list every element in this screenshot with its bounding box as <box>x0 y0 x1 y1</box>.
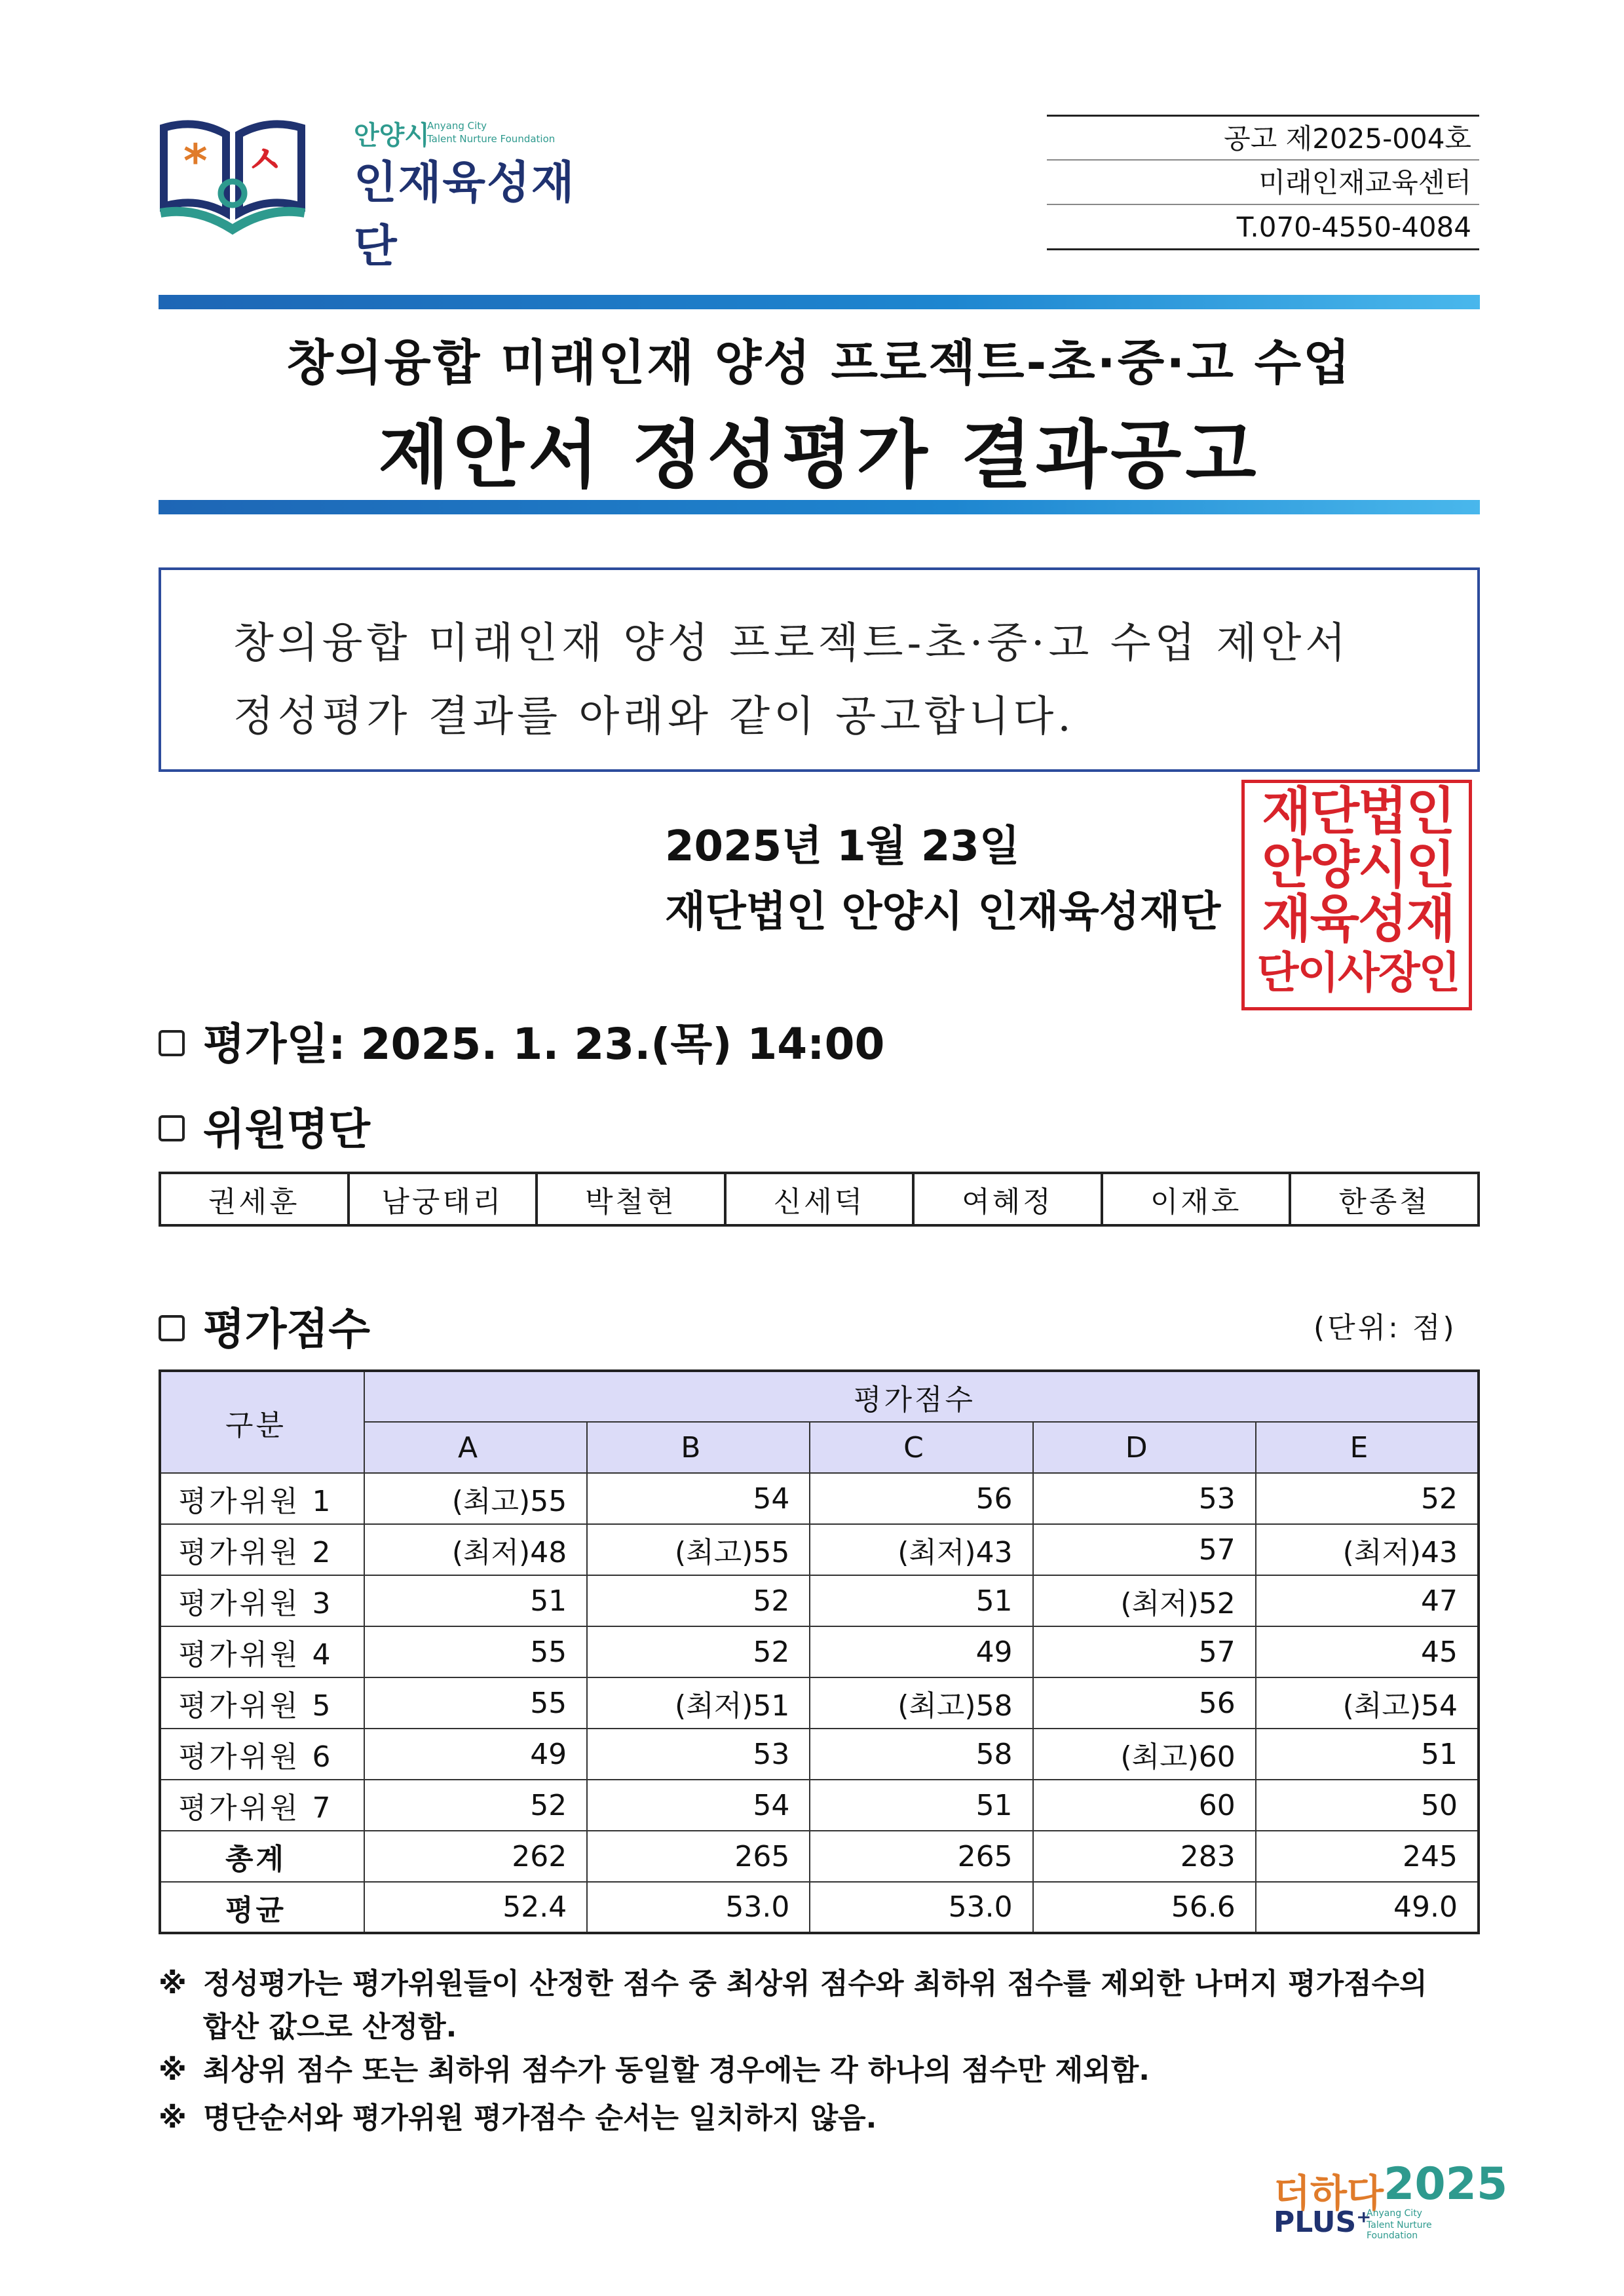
row-label: 평가위원 7 <box>160 1780 364 1831</box>
issue-date: 2025년 1월 23일 <box>665 822 1020 871</box>
score-cell: 56 <box>810 1473 1032 1524</box>
row-label: 평가위원 3 <box>160 1575 364 1626</box>
score-cell: 54 <box>587 1780 810 1831</box>
member-name: 이재호 <box>1102 1173 1291 1225</box>
notice-info-box <box>1047 115 1479 250</box>
score-cell: (최저)43 <box>810 1524 1032 1575</box>
score-cell: 49 <box>364 1729 587 1780</box>
score-cell: (최고)60 <box>1033 1729 1256 1780</box>
table-row <box>160 1729 1479 1780</box>
scores-group-header: 평가점수 <box>364 1371 1479 1422</box>
score-cell: (최고)54 <box>1256 1677 1479 1729</box>
footer-en-city: Anyang City <box>1367 2208 1422 2219</box>
row-label: 평가위원 2 <box>160 1524 364 1575</box>
title-line-1: 창의융합 미래인재 양성 프로젝트-초·중·고 수업 <box>286 335 1352 391</box>
logo-text-en-city: Anyang City <box>427 120 487 132</box>
scores-heading <box>159 1294 370 1356</box>
seal-line-4: 단이사장인 <box>1256 947 1460 998</box>
footer-slogan-year: 2025 <box>1384 2158 1508 2210</box>
title-top-bar <box>159 295 1480 309</box>
table-row <box>160 1575 1479 1626</box>
logo-text-city: 안양시 <box>354 121 430 151</box>
score-cell: 49.0 <box>1256 1882 1479 1933</box>
seal-line-2: 안양시인 <box>1262 836 1454 895</box>
score-cell: 45 <box>1256 1626 1479 1677</box>
score-cell: 56 <box>1033 1677 1256 1729</box>
footer-en-foundation: Talent Nurture Foundation <box>1367 2220 1432 2241</box>
score-cell: 57 <box>1033 1626 1256 1677</box>
row-label: 평가위원 6 <box>160 1729 364 1780</box>
score-cell: (최고)55 <box>364 1473 587 1524</box>
member-name: 권세훈 <box>160 1173 349 1225</box>
score-cell: (최저)48 <box>364 1524 587 1575</box>
row-label: 평가위원 5 <box>160 1677 364 1729</box>
score-cell: 53 <box>587 1729 810 1780</box>
score-cell: 51 <box>810 1575 1032 1626</box>
score-cell: 50 <box>1256 1780 1479 1831</box>
seal-line-1: 재단법인 <box>1262 782 1454 841</box>
note-mark: ※ <box>159 2054 187 2087</box>
table-row <box>160 1524 1479 1575</box>
score-cell: 60 <box>1033 1780 1256 1831</box>
intro-line-1: 창의융합 미래인재 양성 프로젝트-초·중·고 수업 제안서 <box>233 619 1350 668</box>
notice-department: 미래인재교육센터 <box>1047 159 1479 204</box>
score-cell: 52 <box>1256 1473 1479 1524</box>
intro-line-2: 정성평가 결과를 아래와 같이 공고합니다. <box>233 693 1075 741</box>
score-cell: 52 <box>587 1575 810 1626</box>
score-cell: 283 <box>1033 1831 1256 1882</box>
members-row <box>160 1173 1479 1225</box>
scores-header-row <box>160 1371 1479 1422</box>
foundation-logo <box>157 115 576 273</box>
footer-slogan-plus: PLUS⁺ <box>1274 2206 1372 2239</box>
score-cell: (최저)52 <box>1033 1575 1256 1626</box>
score-cell: 52 <box>587 1626 810 1677</box>
member-name: 신세덕 <box>725 1173 914 1225</box>
svg-text:*: * <box>183 134 208 188</box>
intro-box <box>159 567 1480 772</box>
svg-text:ㅅ: ㅅ <box>246 138 284 183</box>
score-cell: 51 <box>810 1780 1032 1831</box>
member-name: 박철현 <box>537 1173 725 1225</box>
issuer-name: 재단법인 안양시 인재육성재단 <box>665 888 1221 936</box>
note-1-line-1: 정성평가는 평가위원들이 산정한 점수 중 최상위 점수와 최하위 점수를 제외한 나머지 평가점수의 <box>203 1967 1427 2000</box>
notice-phone: T.070-4550-4084 <box>1047 204 1479 248</box>
score-cell: 245 <box>1256 1831 1479 1882</box>
score-cell: (최고)58 <box>810 1677 1032 1729</box>
note-3 <box>159 2097 877 2140</box>
row-label: 총계 <box>160 1831 364 1882</box>
official-seal <box>1241 780 1477 1016</box>
member-name: 여혜정 <box>913 1173 1102 1225</box>
notice-number: 공고 제2025-004호 <box>1047 115 1479 159</box>
note-1 <box>159 1962 1427 2006</box>
score-cell: 51 <box>1256 1729 1479 1780</box>
table-row <box>160 1677 1479 1729</box>
score-cell: (최고)55 <box>587 1524 810 1575</box>
score-cell: 49 <box>810 1626 1032 1677</box>
table-row <box>160 1473 1479 1524</box>
square-bullet-icon <box>159 1315 185 1341</box>
footer-slogan-logo <box>1274 2158 1508 2241</box>
note-2-text: 최상위 점수 또는 최하위 점수가 동일할 경우에는 각 하나의 점수만 제외함. <box>203 2054 1150 2087</box>
column-header: B <box>587 1422 810 1473</box>
member-name: 남궁태리 <box>349 1173 537 1225</box>
row-label: 평가위원 1 <box>160 1473 364 1524</box>
footer-slogan-ko: 더하다 <box>1274 2171 1384 2215</box>
score-cell: 265 <box>810 1831 1032 1882</box>
score-cell: 57 <box>1033 1524 1256 1575</box>
evaluation-date-text: 평가일: 2025. 1. 23.(목) 14:00 <box>203 1019 885 1069</box>
score-cell: 52 <box>364 1780 587 1831</box>
table-row <box>160 1882 1479 1933</box>
title-line-2: 제안서 정성평가 결과공고 <box>378 413 1260 498</box>
score-rows <box>160 1473 1479 1933</box>
score-cell: 56.6 <box>1033 1882 1256 1933</box>
unit-label: (단위: 점) <box>1313 1311 1457 1345</box>
members-heading <box>159 1094 370 1157</box>
score-cell: 58 <box>810 1729 1032 1780</box>
column-header: E <box>1256 1422 1479 1473</box>
score-cell: 262 <box>364 1831 587 1882</box>
row-label: 평가위원 4 <box>160 1626 364 1677</box>
table-row <box>160 1626 1479 1677</box>
score-cell: 54 <box>587 1473 810 1524</box>
row-label: 평균 <box>160 1882 364 1933</box>
score-cell: 265 <box>587 1831 810 1882</box>
column-header: C <box>810 1422 1032 1473</box>
scores-heading-text: 평가점수 <box>203 1304 371 1354</box>
note-mark: ※ <box>159 1967 187 2000</box>
note-3-text: 명단순서와 평가위원 평가점수 순서는 일치하지 않음. <box>203 2101 877 2135</box>
score-cell: 55 <box>364 1677 587 1729</box>
logo-text-foundation: 인재육성재단 <box>354 157 576 273</box>
category-header: 구분 <box>160 1371 364 1473</box>
score-cell: 51 <box>364 1575 587 1626</box>
note-mark: ※ <box>159 2101 187 2135</box>
member-name: 한종철 <box>1290 1173 1479 1225</box>
square-bullet-icon <box>159 1030 185 1056</box>
seal-line-3: 재육성재 <box>1262 890 1454 949</box>
members-heading-text: 위원명단 <box>203 1104 371 1155</box>
score-cell: (최저)43 <box>1256 1524 1479 1575</box>
members-table <box>159 1172 1480 1227</box>
scores-table <box>159 1369 1480 1934</box>
score-cell: 53.0 <box>810 1882 1032 1933</box>
logo-text-en-foundation: Talent Nurture Foundation <box>427 133 556 145</box>
table-row <box>160 1780 1479 1831</box>
book-logo-icon <box>157 115 308 252</box>
score-cell: 53 <box>1033 1473 1256 1524</box>
score-cell: 55 <box>364 1626 587 1677</box>
column-header: A <box>364 1422 587 1473</box>
score-cell: 47 <box>1256 1575 1479 1626</box>
square-bullet-icon <box>159 1115 185 1141</box>
evaluation-date-heading <box>159 1009 884 1071</box>
score-cell: (최저)51 <box>587 1677 810 1729</box>
table-row <box>160 1831 1479 1882</box>
score-cell: 53.0 <box>587 1882 810 1933</box>
note-1-continued: 합산 값으로 산정함. <box>203 2010 457 2044</box>
title-bottom-bar <box>159 500 1480 514</box>
column-header: D <box>1033 1422 1256 1473</box>
note-2 <box>159 2049 1150 2092</box>
score-cell: 52.4 <box>364 1882 587 1933</box>
